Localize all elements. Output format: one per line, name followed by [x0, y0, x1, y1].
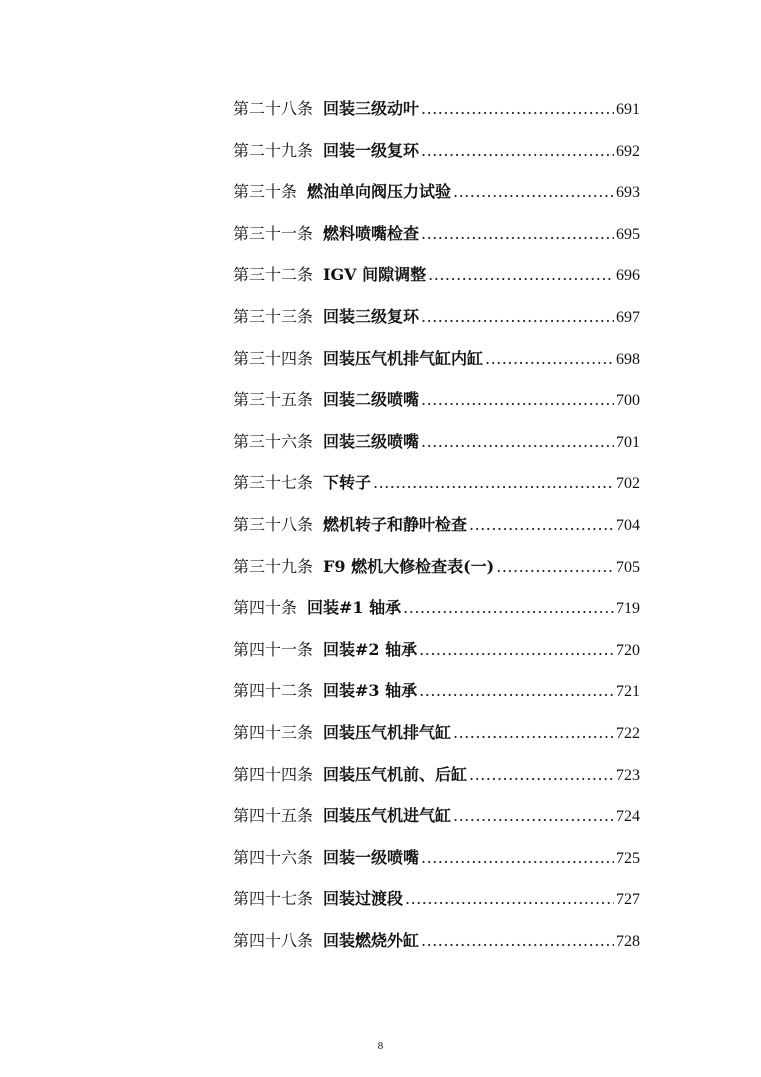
- toc-entry[interactable]: [233, 427, 640, 469]
- dot-leader: [421, 136, 614, 166]
- toc-entry-number: 第四十六条: [233, 847, 314, 867]
- toc-entry-page: 702: [616, 475, 640, 493]
- toc-entry-number: 第三十八条: [233, 514, 314, 534]
- dot-leader: [373, 468, 614, 498]
- dot-leader: [421, 427, 614, 457]
- toc-entry-number: 第四十三条: [233, 722, 314, 742]
- toc-entry-number: 第四十一条: [233, 639, 314, 659]
- toc-entry[interactable]: [233, 260, 640, 302]
- toc-entry[interactable]: [233, 884, 640, 926]
- toc-entry[interactable]: [233, 760, 640, 802]
- toc-entry-number: 第四十二条: [233, 681, 314, 701]
- toc-entry-page: 723: [616, 766, 640, 784]
- dot-leader: [421, 94, 614, 124]
- toc-entry[interactable]: [233, 510, 640, 552]
- toc-entry-title: 回装过渡段: [323, 889, 404, 909]
- toc-entry-page: 691: [616, 101, 640, 118]
- toc-entry-number: 第四十八条: [233, 930, 314, 950]
- toc-entry-page: 727: [616, 891, 640, 909]
- toc-entry-page: 701: [616, 433, 640, 451]
- toc-entry-number: 第三十五条: [233, 390, 314, 410]
- toc-entry-page: 722: [616, 724, 640, 742]
- toc-entry[interactable]: [233, 302, 640, 344]
- toc-entry-title: 回装燃烧外缸: [323, 930, 420, 950]
- toc-entry-title: IGV 间隙调整: [323, 265, 427, 285]
- toc-entry-number: 第四十七条: [233, 889, 314, 909]
- toc-entry-page: 698: [616, 350, 640, 368]
- toc-entry-number: 第三十六条: [233, 431, 314, 451]
- toc-entry-page: 724: [616, 808, 640, 826]
- toc-entry-number: 第四十五条: [233, 806, 314, 826]
- toc-entry[interactable]: [233, 219, 640, 261]
- dot-leader: [421, 302, 614, 332]
- toc-entry-title: 回装三级喷嘴: [323, 431, 420, 451]
- toc-entry-number: 第三十七条: [233, 473, 314, 493]
- toc-entry[interactable]: [233, 468, 640, 510]
- toc-entry-page: 705: [616, 558, 640, 576]
- toc-entry[interactable]: [233, 635, 640, 677]
- table-of-contents: [233, 94, 640, 967]
- toc-entry-page: 725: [616, 849, 640, 867]
- toc-entry-title: 回装压气机排气缸: [323, 722, 452, 742]
- page-number: 8: [377, 1040, 384, 1052]
- toc-entry-number: 第三十二条: [233, 265, 314, 285]
- toc-entry-page: 696: [616, 267, 640, 285]
- toc-entry-page: 697: [616, 308, 640, 326]
- toc-entry-number: 第二十九条: [233, 140, 314, 160]
- dot-leader: [403, 593, 614, 623]
- dot-leader: [453, 177, 614, 207]
- dot-leader: [453, 718, 614, 748]
- toc-entry-title: 回装二级喷嘴: [323, 390, 420, 410]
- dot-leader: [419, 676, 614, 706]
- toc-entry-page: 693: [616, 184, 640, 202]
- toc-entry[interactable]: [233, 177, 640, 219]
- toc-entry-title: 回装一级喷嘴: [323, 847, 420, 867]
- toc-entry-title: 燃机转子和静叶检查: [323, 514, 468, 534]
- toc-entry-page: 695: [616, 225, 640, 243]
- toc-entry[interactable]: [233, 676, 640, 718]
- toc-entry[interactable]: [233, 843, 640, 885]
- toc-entry-title: 回装#2 轴承: [323, 639, 418, 659]
- toc-entry[interactable]: [233, 718, 640, 760]
- dot-leader: [453, 801, 614, 831]
- dot-leader: [421, 385, 614, 415]
- toc-entry-title: 回装三级复环: [323, 306, 420, 326]
- toc-entry-number: 第三十条: [233, 182, 298, 202]
- dot-leader: [419, 635, 614, 665]
- toc-entry-title: 下转子: [323, 473, 372, 493]
- toc-entry-page: 692: [616, 142, 640, 160]
- toc-entry-title: 回装压气机进气缸: [323, 806, 452, 826]
- toc-entry-page: 700: [616, 392, 640, 410]
- toc-entry-title: 回装压气机排气缸内缸: [323, 348, 484, 368]
- toc-entry-number: 第三十一条: [233, 223, 314, 243]
- toc-entry-number: 第四十四条: [233, 764, 314, 784]
- dot-leader: [428, 260, 614, 290]
- toc-entry[interactable]: [233, 593, 640, 635]
- toc-entry-page: 719: [616, 600, 640, 618]
- toc-entry[interactable]: [233, 801, 640, 843]
- toc-entry-title: 燃料喷嘴检查: [323, 223, 420, 243]
- toc-entry-title: 回装#1 轴承: [307, 598, 402, 618]
- toc-entry[interactable]: [233, 385, 640, 427]
- toc-entry-page: 720: [616, 641, 640, 659]
- toc-entry-number: 第四十条: [233, 598, 298, 618]
- toc-entry[interactable]: [233, 94, 640, 136]
- toc-entry-number: 第三十四条: [233, 348, 314, 368]
- toc-entry-title: 回装一级复环: [323, 140, 420, 160]
- toc-entry-title: F9 燃机大修检查表(一): [323, 556, 495, 576]
- toc-entry[interactable]: [233, 136, 640, 178]
- dot-leader: [469, 510, 614, 540]
- toc-entry[interactable]: [233, 344, 640, 386]
- toc-entry[interactable]: [233, 552, 640, 594]
- toc-entry-page: 721: [616, 683, 640, 701]
- toc-entry-page: 704: [616, 516, 640, 534]
- dot-leader: [421, 926, 614, 956]
- toc-entry-title: 回装压气机前、后缸: [323, 764, 468, 784]
- dot-leader: [469, 760, 614, 790]
- toc-entry-number: 第二十八条: [233, 99, 314, 118]
- toc-entry-number: 第三十三条: [233, 306, 314, 326]
- toc-entry-title: 回装三级动叶: [323, 99, 420, 118]
- toc-entry[interactable]: [233, 926, 640, 968]
- toc-entry-title: 燃油单向阀压力试验: [307, 182, 452, 202]
- toc-entry-page: 728: [616, 932, 640, 950]
- dot-leader: [496, 552, 614, 582]
- toc-entry-number: 第三十九条: [233, 556, 314, 576]
- dot-leader: [485, 344, 614, 374]
- dot-leader: [405, 884, 614, 914]
- dot-leader: [421, 843, 614, 873]
- dot-leader: [421, 219, 614, 249]
- toc-entry-title: 回装#3 轴承: [323, 681, 418, 701]
